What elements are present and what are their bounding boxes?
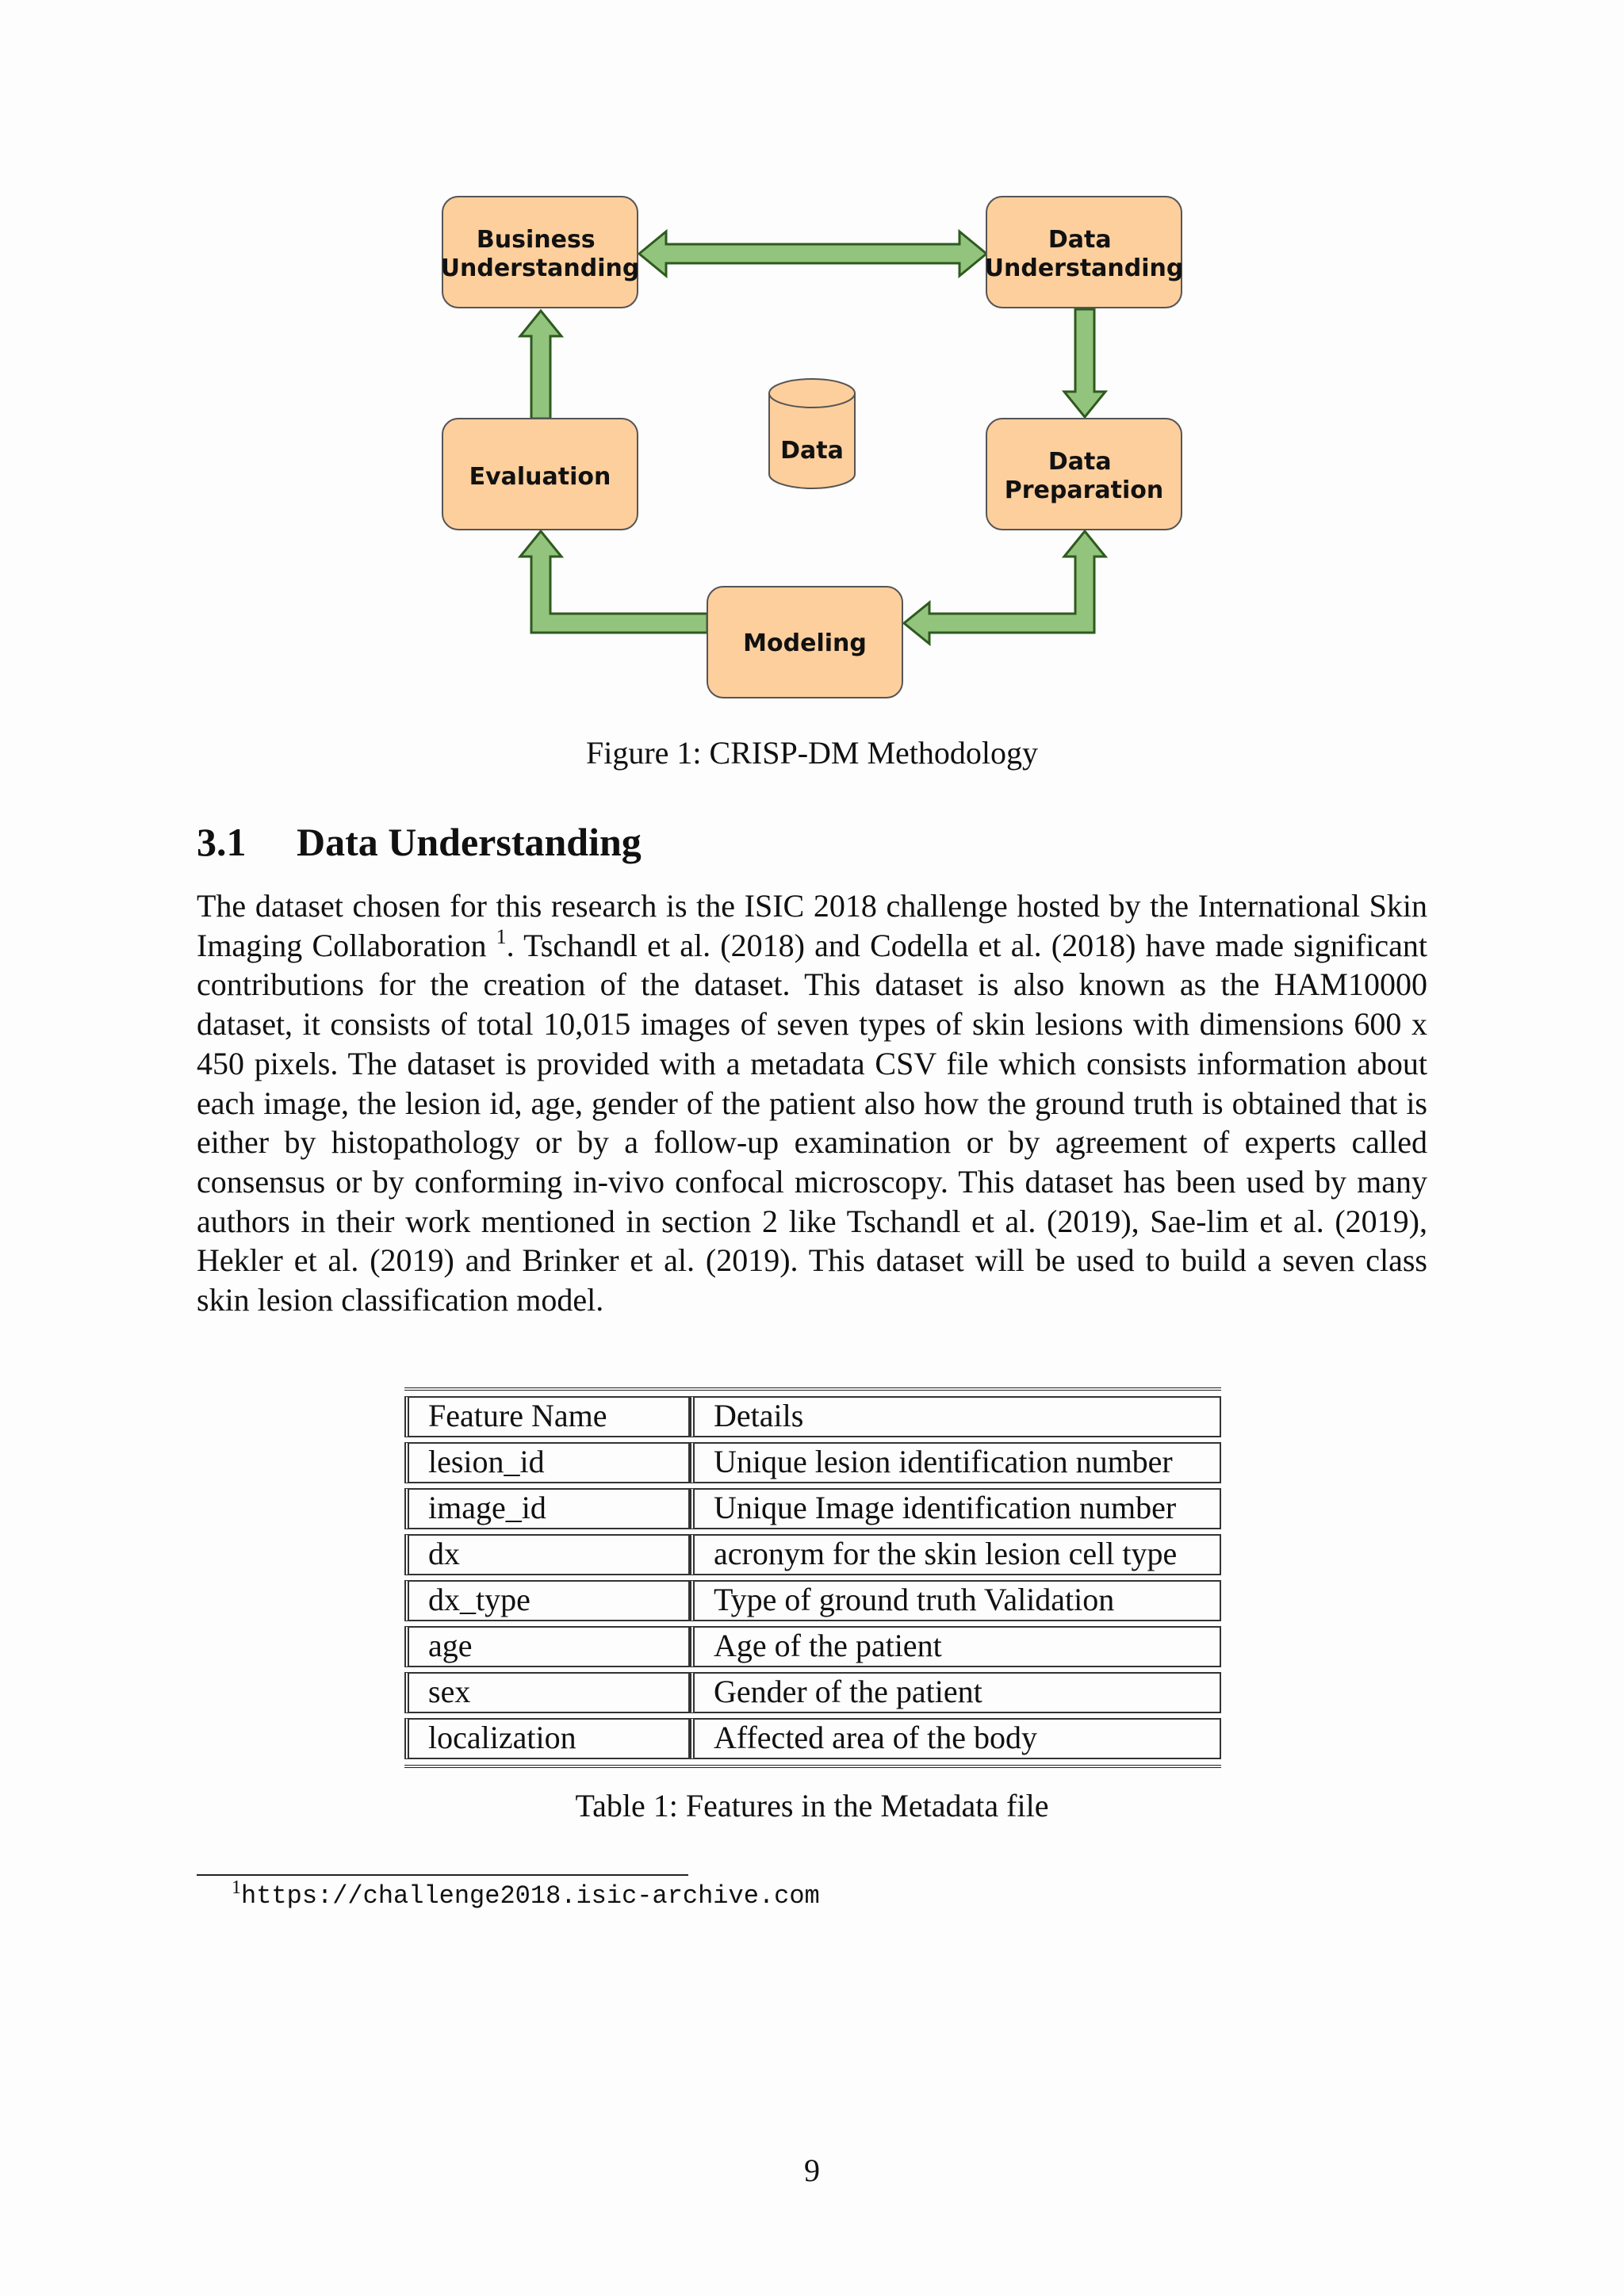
label-data-preparation: Data Preparation [1004,448,1164,504]
table-header-cell: Feature Name [404,1396,690,1437]
page-number: 9 [804,2152,820,2188]
table-cell-details: Unique lesion identification number [690,1442,1221,1483]
label-modeling: Modeling [743,629,867,657]
table-cell-feature: lesion_id [404,1442,690,1483]
arrow-business-data-understanding [639,232,986,276]
crisp-dm-diagram [0,0,1624,714]
label-data-understanding: Data Understanding [984,226,1184,282]
table-row [404,1440,1221,1486]
arrow-data-understanding-to-preparation [1064,309,1105,417]
metadata-features-table [404,1387,1221,1768]
table-cell-details: Type of ground truth Validation [690,1580,1221,1621]
arrow-preparation-to-modeling [904,531,1105,644]
label-business-understanding: Business Understanding [440,226,640,282]
figure-caption: Figure 1: CRISP-DM Methodology [585,735,1039,771]
table-cell-feature: localization [404,1718,690,1759]
table-row [404,1716,1221,1762]
data-store-cylinder-icon [769,379,855,488]
table-row [404,1486,1221,1532]
table-cell-feature: dx [404,1534,690,1575]
paragraph-text-part-1: The dataset chosen for this research is the ISIC 2018 challenge hosted by the International Skin Imaging Collaboration [197,888,1427,963]
label-data-store: Data [780,437,844,465]
footnote-reference[interactable]: 1 [496,924,507,948]
paragraph-text-part-2: . Tschandl et al. (2018) and Codella et al. (2018) have made significant contributions for the creation of the dataset. This dataset is also known as the HAM10000 dataset, it consists of total 10,015 images of seven types of skin lesions with dimensions 600 x 450 pixels. The dataset is provided with a metadata CSV file which consists information about each image, the lesion id, age, gender of the patient also how the ground truth is obtained that is either by histopathology or by a follow-up examination or by agreement of experts called consensus or by conforming in-vivo confocal microscopy. This dataset has been used by many authors in their work mentioned in section 2 like Tschandl et al. (2019), Sae-lim et al. (2019), Hekler et al. (2019) and Brinker et al. (2019). This dataset will be used to build a seven class skin lesion classification model. [197,927,1427,1318]
footnote [232,1877,820,1912]
section-number: 3.1 [197,820,247,864]
table-row [404,1624,1221,1670]
table-cell-feature: sex [404,1672,690,1713]
table-header-cell: Details [690,1396,1221,1437]
table-cell-feature: dx_type [404,1580,690,1621]
table-cell-feature: image_id [404,1488,690,1529]
table-cell-details: Age of the patient [690,1626,1221,1667]
table-cell-details: Gender of the patient [690,1672,1221,1713]
table-cell-details: Unique Image identification number [690,1488,1221,1529]
footnote-mark: 1 [232,1877,241,1898]
table-row [404,1670,1221,1716]
table-row [404,1578,1221,1624]
table-cell-details: acronym for the skin lesion cell type [690,1534,1221,1575]
section-title: Data Understanding [297,820,642,864]
label-evaluation: Evaluation [469,463,611,491]
arrow-modeling-to-evaluation [520,531,707,633]
table-cell-details: Affected area of the body [690,1718,1221,1759]
table-row [404,1532,1221,1578]
table-header-row [404,1394,1221,1440]
body-paragraph [197,886,1427,1320]
section-heading [197,818,642,866]
footnote-link[interactable]: https://challenge2018.isic-archive.com [241,1881,820,1911]
footnote-divider [197,1874,688,1876]
table-cell-feature: age [404,1626,690,1667]
table-caption: Table 1: Features in the Metadata file [575,1788,1049,1823]
arrow-evaluation-to-business [520,311,561,419]
